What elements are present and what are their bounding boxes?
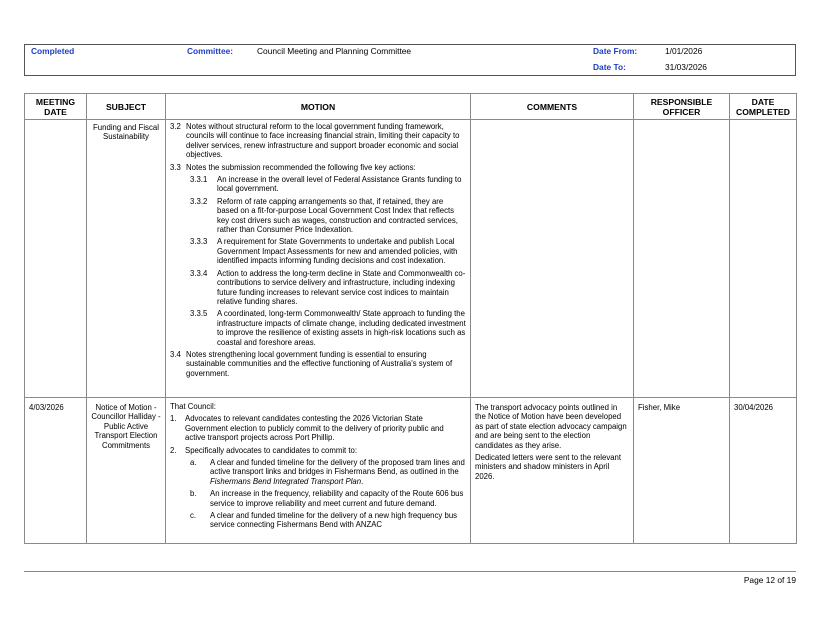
motion-subitem: c. A clear and funded timeline for the delivery of a new high frequency bus service connecting Fishermans Bend with ANZAC [190,511,458,530]
row2-officer: Fisher, Mike [634,398,730,544]
col-motion: MOTION [166,94,471,120]
row1-subject: Funding and Fiscal Sustainability [87,120,166,398]
report-filter-header [24,44,796,76]
comment-paragraph: Dedicated letters were sent to the relevant ministers and shadow ministers in April 2026. [475,453,622,481]
status-label: Completed [31,46,75,56]
motion-item: 2. Specifically advocates to candidates to commit to: [170,445,358,455]
table-header-row [25,94,797,120]
motion-item: 3.4 Notes strengthening local government funding is essential to ensuring sustainable communities and the effective functioning of Australia's system of government. [170,349,453,378]
col-subject: SUBJECT [87,94,166,120]
committee-value: Council Meeting and Planning Committee [257,46,412,56]
col-comments: COMMENTS [471,94,634,120]
row2-comments [471,398,634,544]
row1-meeting-date [25,120,87,398]
comment-paragraph: The transport advocacy points outlined in the Notice of Motion have been developed as part of state election advocacy campaign and are being sent to the election candidates as they arise. [475,403,627,450]
date-to-label: Date To: [593,62,626,72]
row2-completed: 30/04/2026 [730,398,797,544]
row2-motion [166,398,471,544]
row1-motion [166,120,471,398]
motion-item: 1. Advocates to relevant candidates contesting the 2026 Victorian State Government election to publicly commit to the delivery of priority public and active transport projects across Port Phillip. [170,414,444,443]
col-meeting-date: MEETING DATE [25,94,87,120]
col-responsible-officer: RESPONSIBLE OFFICER [634,94,730,120]
row2-meeting-date: 4/03/2026 [25,398,87,544]
motion-intro: That Council: [170,402,216,411]
motion-subitem: 3.3.1 An increase in the overall level of Federal Assistance Grants funding to local government. [190,175,462,194]
motion-item: 3.3 Notes the submission recommended the following five key actions: [170,162,416,172]
motion-subitem: 3.3.4 Action to address the long-term decline in State and Commonwealth co-contributions to service delivery and infrastructure, including indexing future funding increases to relevant service cost indices to maintain relative funding shares. [190,268,466,306]
footer-divider [24,571,796,572]
row1-officer [634,120,730,398]
date-from-value: 1/01/2026 [665,46,703,56]
date-from-label: Date From: [593,46,638,56]
page-number: Page 12 of 19 [743,575,796,585]
motion-item: 3.2 Notes without structural reform to the local government funding framework, councils will continue to face increasing financial strain, limiting their capacity to deliver services, renew infrastructure and support broader economic and social objectives. [170,122,460,160]
row1-comments [471,120,634,398]
table-row [25,120,797,398]
row1-completed [730,120,797,398]
table-row [25,398,797,544]
col-date-completed: DATE COMPLETED [730,94,797,120]
motion-subitem: b. An increase in the frequency, reliability and capacity of the Route 606 bus service to improve reliability and meet current and future demand. [190,489,464,508]
motion-subitem: a. A clear and funded timeline for the delivery of the proposed tram lines and active transport links and bridges in Fishermans Bend, as outlined in the Fishermans Bend Integrated Transport Plan. [190,458,465,486]
motion-subitem: 3.3.5 A coordinated, long-term Commonwealth/ State approach to funding the infrastructure impacts of climate change, including dedicated investment to improve the resilience of existing assets in high-risk locations such as coastal and foreshore areas. [190,309,466,347]
motion-subitem: 3.3.2 Reform of rate capping arrangements so that, if retained, they are based on a fit-for-purpose Local Government Cost Index that reflects key cost drivers such as wages, construction and contracted services, rather than Consumer Price Indexation. [190,196,458,235]
motion-subitem: 3.3.3 A requirement for State Governments to undertake and publish Local Government Impact Assessments for new and amended policies, with identified impacts informing funding decisions and cost indexation. [190,237,458,266]
committee-label: Committee: [187,46,234,56]
date-to-value: 31/03/2026 [665,62,707,72]
actions-table [24,93,797,544]
row2-subject: Notice of Motion - Councillor Halliday - Public Active Transport Election Commitments [87,398,166,544]
